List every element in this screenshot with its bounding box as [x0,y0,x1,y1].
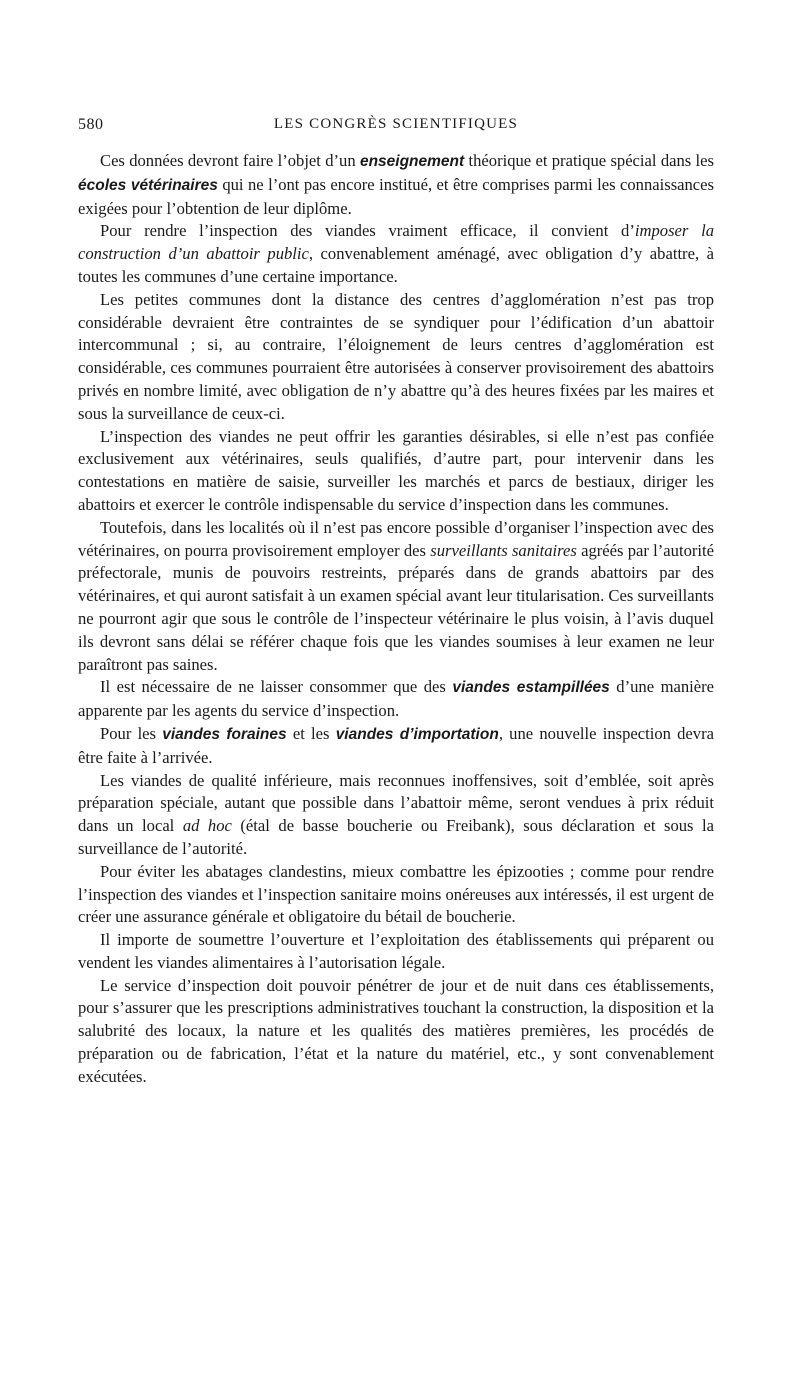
emphasized-text: écoles vétérinaires [78,176,218,194]
text-run: , une nouvelle inspection devra être faite à l’arrivée. [78,723,714,767]
page-number: 580 [78,116,104,133]
text-run: Les petites communes dont la distance des centres d’agglomération n’est pas trop considérable devraient être contraintes de se syndiquer pour l’édification d’un abattoir intercommunal ; si, au contraire, l’éloignement de leurs centres d’agglomération est considérable, ces communes pourraient être autorisées à conserver provisoirement des abattoirs privés en nombre limité, avec obligation de n’y abattre qu’à des heures fixées par les maires et sous la surveillance de ceux-ci. [78,289,714,423]
text-run: et les [286,723,336,743]
emphasized-text: viandes estampillées [452,679,610,697]
text-run: Pour éviter les abatages clandestins, mieux combattre les épizooties ; comme pour rendre l’inspection des viandes et l’inspection sanitaire moins onéreuses aux intéressés, il est urgent de créer une assurance générale et obligatoire du bétail de boucherie. [78,861,714,927]
text-run: théorique et pratique spécial dans les [464,151,714,170]
paragraph [78,220,714,288]
text-run: Il est nécessaire de ne laisser consommer que des [100,677,453,697]
paragraph [78,770,714,861]
paragraph [78,517,714,677]
paragraph [78,929,714,975]
body-text [78,150,714,1089]
paragraph [78,289,714,426]
page-header [78,116,714,140]
text-run: d’une manière apparente par les agents du service d’inspection. [78,677,715,721]
emphasized-text: viandes d’importation [335,725,499,743]
text-run: Pour rendre l’inspection des viandes vraiment efficace, il convient d’ [100,221,635,241]
text-run: Pour les [100,723,163,743]
paragraph [78,676,714,723]
text-run: Le service d’inspection doit pouvoir pénétrer de jour et de nuit dans ces établissements, pour s’assurer que les prescriptions administratives touchant la construction, la disposition et la salubrité des locaux, la nature et les qualités des matières premières, les procédés de préparation ou de fabrication, l’état et la nature du matériel, etc., y sont convenablement exécutées. [78,975,714,1086]
text-run: Toutefois, dans les localités où il n’est pas encore possible d’organiser l’inspection avec des vétérinaires, on pourra provisoirement employer des [78,517,714,560]
text-run: agréés par l’autorité préfectorale, munis de pouvoirs restreints, préparés dans de grands abattoirs par des vétérinaires, et qui auront satisfait à un examen spécial avant leur titularisation. Ces surveillants ne pourront agir que sous le contrôle de l’inspecteur vétérinaire le plus voisin, à l’avis duquel ils devront sans délai se référer chaque fois que les viandes soumises à leur examen ne leur paraîtront pas saines. [78,540,714,674]
paragraph [78,723,714,770]
text-run: , convenablement aménagé, avec obligation d’y abattre, à toutes les communes d’une certaine importance. [78,244,714,286]
text-run: qui ne l’ont pas encore institué, et être comprises parmi les connaissances exigées pour l’obtention de leur diplôme. [78,174,714,218]
paragraph [78,975,714,1089]
paragraph [78,426,714,517]
paragraph [78,861,714,929]
text-run: L’inspection des viandes ne peut offrir les garanties désirables, si elle n’est pas confiée exclusivement aux vétérinaires, seuls qualifiés, d’autre part, pour intervenir dans les contestations en matière de saisie, surveiller les marchés et parcs de bestiaux, diriger les abattoirs et exercer le contrôle indispensable du service d’inspection dans les communes. [78,426,714,514]
text-run: Les viandes de qualité inférieure, mais reconnues inoffensives, soit d’emblée, soit après préparation spéciale, autant que possible dans l’abattoir même, seront vendues à prix réduit dans un local [78,770,714,836]
emphasized-text: enseignement [359,153,465,170]
emphasized-text: viandes foraines [162,725,287,743]
text-run: Il importe de soumettre l’ouverture et l’exploitation des établissements qui préparent ou vendent les viandes alimentaires à l’autorisation légale. [78,930,714,972]
emphasized-text: ad hoc [182,816,232,836]
emphasized-text: surveillants sanitaires [430,540,577,560]
running-title: LES CONGRÈS SCIENTIFIQUES [273,116,519,132]
emphasized-text: imposer la construction d’un abattoir public [78,221,714,264]
text-run: Ces données devront faire l’objet d’un [100,151,360,170]
text-run: (étal de basse boucherie ou Freibank), sous déclaration et sous la surveillance de l’autorité. [78,816,714,858]
paragraph [78,150,714,220]
